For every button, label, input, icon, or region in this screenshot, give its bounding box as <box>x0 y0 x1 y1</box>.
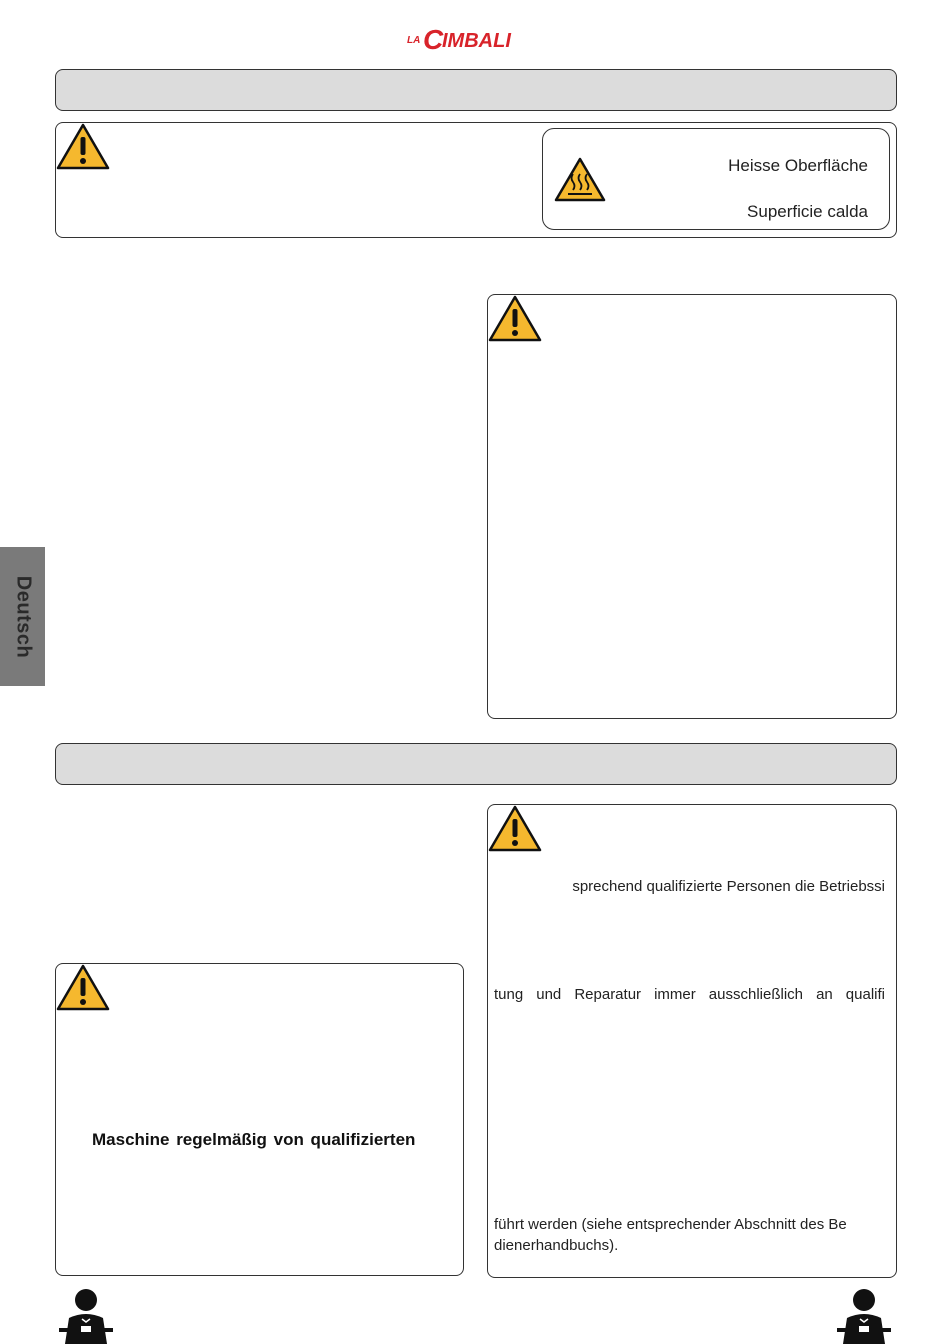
warning-box-4 <box>55 963 464 1276</box>
warning-triangle-icon <box>487 294 543 344</box>
warning-bold-text: Maschine regelmäßig von qualifizierten <box>92 1130 416 1149</box>
warning-triangle-icon <box>55 122 111 172</box>
hot-surface-icon <box>553 156 607 204</box>
warning-text-line: sprechend qualifizierte Personen die Betriebssi <box>572 878 885 895</box>
warning-triangle-icon <box>55 963 111 1013</box>
svg-text:LA: LA <box>407 35 421 46</box>
svg-text:IMBALI: IMBALI <box>442 30 511 52</box>
section-header-bar-1 <box>55 69 897 111</box>
warning-text-line: führt werden (siehe entsprechender Abschnitt des Be <box>494 1216 847 1233</box>
warning-text-line: tung und Reparatur immer ausschließlich an qualifi <box>494 986 885 1003</box>
language-side-tab <box>0 547 45 686</box>
language-tab-label: Deutsch <box>12 575 34 658</box>
svg-text:C: C <box>423 24 444 55</box>
waiter-figure-icon <box>833 1286 895 1344</box>
brand-logo <box>395 18 555 58</box>
warning-text-line: dienerhandbuchs). <box>494 1237 619 1254</box>
hot-surface-label-de: Heisse Oberfläche <box>728 156 868 175</box>
waiter-figure-icon <box>55 1286 117 1344</box>
warning-triangle-icon <box>487 804 543 854</box>
warning-box-2 <box>487 294 897 719</box>
section-header-bar-2 <box>55 743 897 785</box>
hot-surface-label-it: Superficie calda <box>747 202 868 221</box>
